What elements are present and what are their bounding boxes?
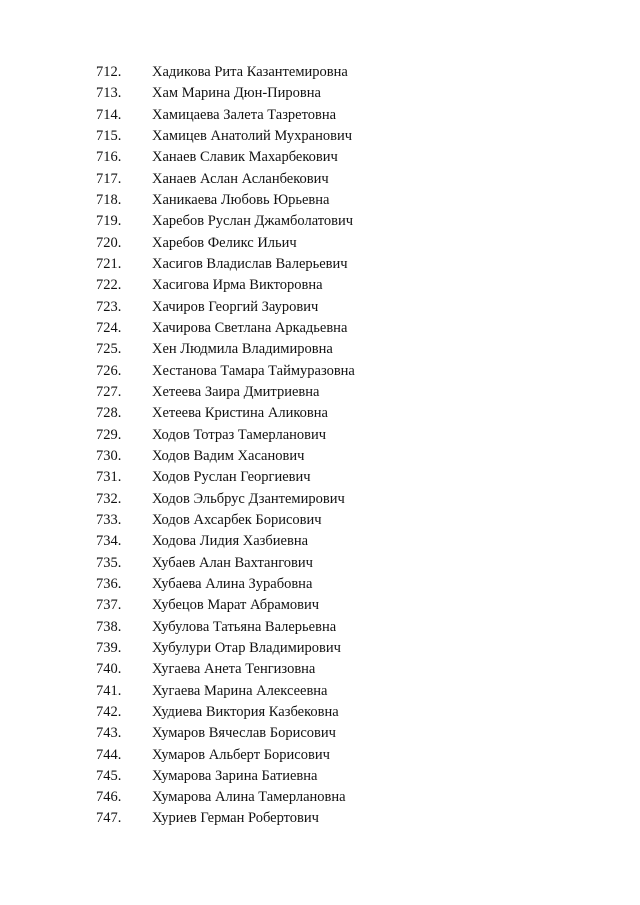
numbered-name-list [0, 62, 640, 830]
entry-name: Хачирова Светлана Аркадьевна [152, 319, 348, 336]
entry-number: 733. [96, 511, 122, 528]
entry-number: 717. [96, 170, 122, 187]
entry-name: Хумаров Альберт Борисович [152, 746, 330, 763]
entry-name: Хен Людмила Владимировна [152, 341, 333, 358]
list-item [0, 382, 640, 403]
entry-number: 723. [96, 298, 122, 315]
list-item [0, 105, 640, 126]
entry-name: Хубаев Алан Вахтангович [152, 554, 313, 571]
entry-number: 730. [96, 447, 122, 464]
entry-name: Ханаев Аслан Асланбекович [152, 170, 329, 187]
entry-number: 719. [96, 213, 122, 230]
list-item [0, 553, 640, 574]
entry-number: 745. [96, 767, 122, 784]
list-item [0, 745, 640, 766]
list-item [0, 403, 640, 424]
entry-number: 714. [96, 106, 122, 123]
entry-name: Ханикаева Любовь Юрьевна [152, 191, 330, 208]
entry-number: 734. [96, 533, 122, 550]
entry-number: 721. [96, 255, 122, 272]
entry-name: Хасигова Ирма Викторовна [152, 277, 323, 294]
entry-number: 739. [96, 639, 122, 656]
list-item [0, 446, 640, 467]
entry-name: Хубаева Алина Зурабовна [152, 575, 313, 592]
list-item [0, 638, 640, 659]
entry-name: Хубулова Татьяна Валерьевна [152, 618, 337, 635]
entry-number: 732. [96, 490, 122, 507]
list-item [0, 702, 640, 723]
list-item [0, 83, 640, 104]
list-item [0, 489, 640, 510]
entry-name: Хам Марина Дюн-Пировна [152, 85, 321, 102]
entry-number: 740. [96, 661, 122, 678]
entry-number: 735. [96, 554, 122, 571]
entry-number: 744. [96, 746, 122, 763]
entry-number: 715. [96, 127, 122, 144]
entry-number: 722. [96, 277, 122, 294]
entry-name: Харебов Феликс Ильич [152, 234, 297, 251]
list-item [0, 766, 640, 787]
list-item [0, 275, 640, 296]
entry-name: Хуриев Герман Робертович [152, 810, 319, 827]
entry-number: 738. [96, 618, 122, 635]
entry-name: Ходов Вадим Хасанович [152, 447, 305, 464]
entry-name: Хасигов Владислав Валерьевич [152, 255, 348, 272]
entry-name: Харебов Руслан Джамболатович [152, 213, 354, 230]
entry-name: Хамицаева Залета Тазретовна [152, 106, 337, 123]
list-item [0, 425, 640, 446]
entry-name: Худиева Виктория Казбековна [152, 703, 339, 720]
entry-number: 742. [96, 703, 122, 720]
entry-number: 747. [96, 810, 122, 827]
entry-name: Ходов Руслан Георгиевич [152, 469, 311, 486]
entry-name: Хугаева Марина Алексеевна [152, 682, 328, 699]
list-item [0, 659, 640, 680]
entry-name: Хачиров Георгий Заурович [152, 298, 319, 315]
list-item [0, 723, 640, 744]
entry-number: 731. [96, 469, 122, 486]
list-item [0, 297, 640, 318]
entry-number: 713. [96, 85, 122, 102]
entry-number: 736. [96, 575, 122, 592]
entry-number: 741. [96, 682, 122, 699]
list-item [0, 531, 640, 552]
list-item [0, 62, 640, 83]
entry-name: Ханаев Славик Махарбекович [152, 149, 338, 166]
entry-number: 718. [96, 191, 122, 208]
list-item [0, 574, 640, 595]
entry-number: 726. [96, 362, 122, 379]
entry-name: Ходов Тотраз Тамерланович [152, 426, 327, 443]
entry-number: 725. [96, 341, 122, 358]
entry-name: Хумарова Зарина Батиевна [152, 767, 318, 784]
list-item [0, 318, 640, 339]
list-item [0, 467, 640, 488]
entry-name: Хубецов Марат Абрамович [152, 597, 320, 614]
entry-name: Ходов Эльбрус Дзантемирович [152, 490, 345, 507]
entry-number: 728. [96, 405, 122, 422]
entry-number: 743. [96, 725, 122, 742]
list-item [0, 339, 640, 360]
entry-number: 716. [96, 149, 122, 166]
entry-number: 737. [96, 597, 122, 614]
entry-number: 712. [96, 64, 122, 80]
list-item [0, 595, 640, 616]
entry-name: Хетеева Заира Дмитриевна [152, 383, 320, 400]
entry-name: Хугаева Анета Тенгизовна [152, 661, 316, 678]
entry-name: Хамицев Анатолий Мухранович [152, 127, 353, 144]
list-item [0, 808, 640, 829]
list-item [0, 126, 640, 147]
entry-name: Ходова Лидия Хазбиевна [152, 533, 309, 550]
entry-name: Хумаров Вячеслав Борисович [152, 725, 336, 742]
list-item [0, 510, 640, 531]
list-item [0, 681, 640, 702]
entry-name: Хумарова Алина Тамерлановна [152, 789, 346, 806]
list-item [0, 233, 640, 254]
list-item [0, 787, 640, 808]
list-item [0, 254, 640, 275]
list-item [0, 190, 640, 211]
entry-number: 720. [96, 234, 122, 251]
list-item [0, 211, 640, 232]
entry-name: Хетеева Кристина Аликовна [152, 405, 328, 422]
list-item [0, 617, 640, 638]
list-item [0, 169, 640, 190]
entry-name: Ходов Ахсарбек Борисович [152, 511, 322, 528]
entry-number: 727. [96, 383, 122, 400]
entry-name: Хадикова Рита Казантемировна [152, 64, 348, 80]
entry-name: Хестанова Тамара Таймуразовна [152, 362, 355, 379]
entry-number: 746. [96, 789, 122, 806]
entry-name: Хубулури Отар Владимирович [152, 639, 341, 656]
list-item [0, 361, 640, 382]
entry-number: 729. [96, 426, 122, 443]
entry-number: 724. [96, 319, 122, 336]
list-item [0, 147, 640, 168]
